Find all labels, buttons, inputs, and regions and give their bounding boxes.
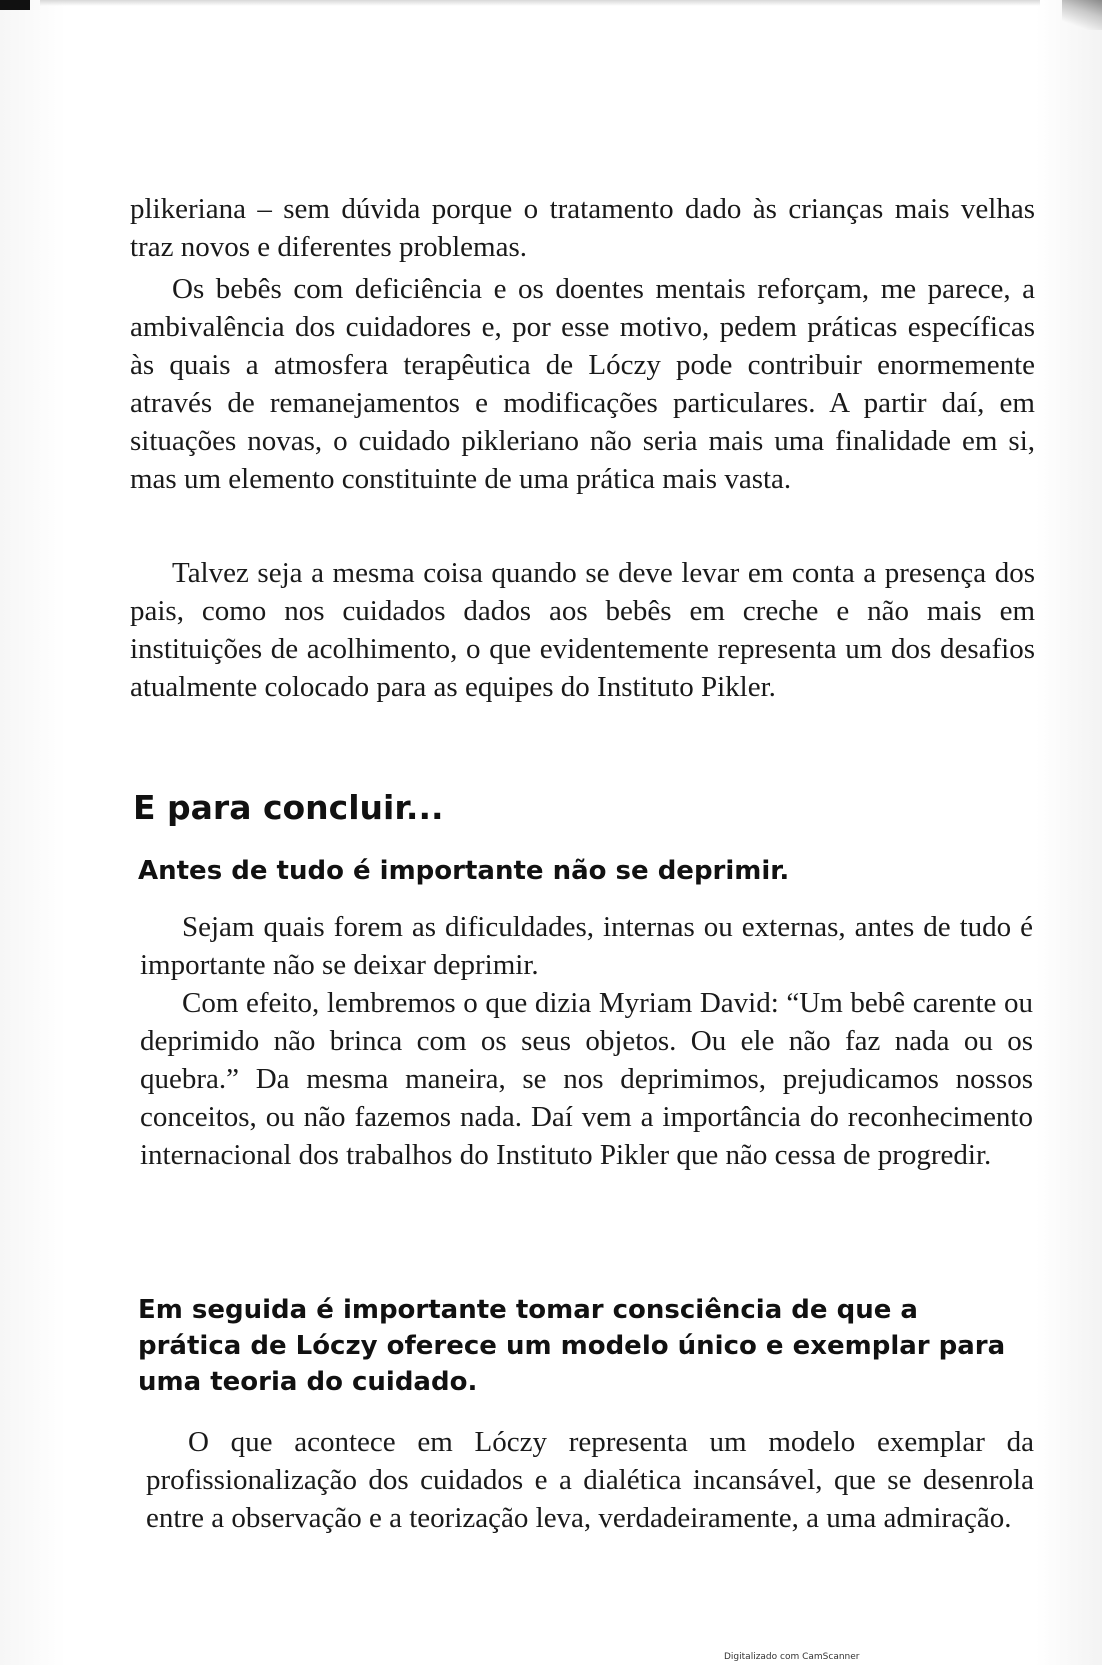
scanner-watermark: Digitalizado com CamScanner xyxy=(724,1652,860,1662)
paragraph-myriam-david-quote: Com efeito, lembremos o que dizia Myriam David: “Um bebê carente ou deprimido não brinca com os seus objetos. Ou ele não faz nada ou os quebra.” Da mesma maneira, se nos deprimimos, prejudicamos nossos conceitos, ou não fazemos nada. Daí vem a importância do reconhecimento internacional dos trabalhos do Instituto Pikler que não cessa de progredir. xyxy=(140,987,1033,1171)
subheading-not-depress: Antes de tudo é importante não se deprimir. xyxy=(138,856,790,886)
paragraph-parents-presence: Talvez seja a mesma coisa quando se deve levar em conta a presença dos pais, como nos cuidados dados aos bebês em creche e não mais em instituições de acolhimento, o que evidentemente representa um dos desafios atualmente colocado para as equipes do Instituto Pikler. xyxy=(130,557,1035,703)
section-heading: E para concluir... xyxy=(133,788,444,827)
paragraph-difficulties: Sejam quais forem as dificuldades, internas ou externas, antes de tudo é importante não se deixar deprimir. xyxy=(140,911,1033,981)
paragraph-deficiency: Os bebês com deficiência e os doentes mentais reforçam, me parece, a ambivalência dos cuidadores e, por esse motivo, pedem práticas específicas às quais a atmosfera terapêutica de Lóczy pode contribuir enormemente através de remanejamentos e modificações particulares. A partir daí, em situações novas, o cuidado pikleriano não seria mais uma finalidade em si, mas um elemento constituinte de uma prática mais vasta. xyxy=(130,273,1035,495)
page-top-edge-shadow xyxy=(40,0,1040,6)
page-corner-shadow xyxy=(1062,0,1102,30)
paragraph-continuation: plikeriana – sem dúvida porque o tratamento dado às crianças mais velhas traz novos e diferentes problemas. xyxy=(130,193,1035,263)
scan-corner-mark xyxy=(0,0,30,10)
subheading-loczy-model: Em seguida é importante tomar consciência de que a prática de Lóczy oferece um modelo único e exemplar para uma teoria do cuidado. xyxy=(138,1295,1006,1397)
paragraph-loczy-admiration: O que acontece em Lóczy representa um modelo exemplar da profissionalização dos cuidados e a dialética incansável, que se desenrola entre a observação e a teorização leva, verdadeiramente, a uma admiração. xyxy=(146,1426,1034,1534)
